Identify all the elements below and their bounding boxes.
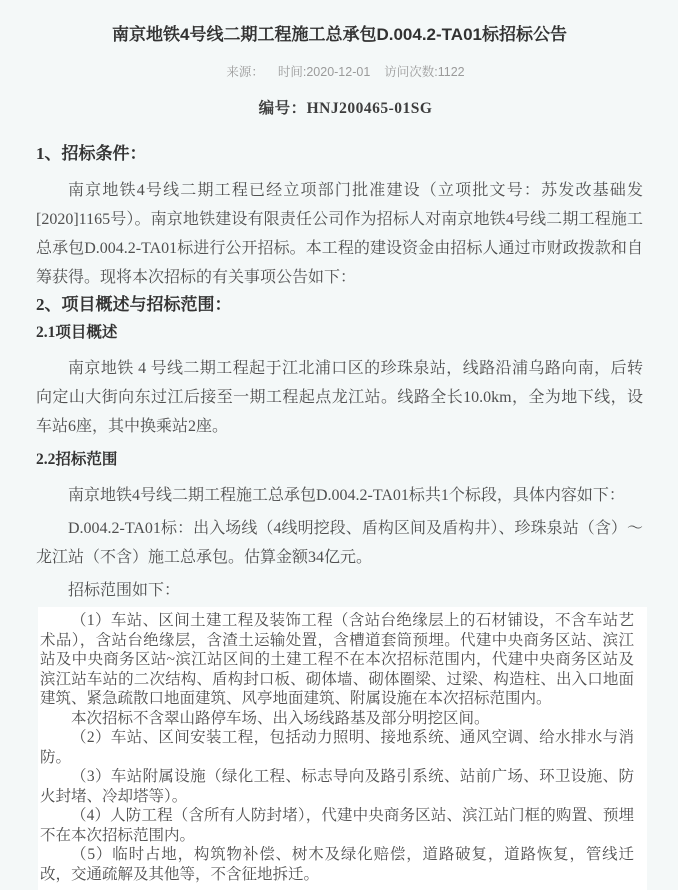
scope-item-2: （2）车站、区间安装工程，包括动力照明、接地系统、通风空调、给水排水与消防。	[40, 729, 634, 766]
scope-item-3: （3）车站附属设施（绿化工程、标志导向及路引系统、站前广场、环卫设施、防火封堵、冷却塔等）。	[40, 768, 634, 805]
scope-item-1: （1）车站、区间土建工程及装饰工程（含站台绝缘层上的石材铺设，不含车站艺术品），含站台绝缘层，含渣土运输处置，含槽道套筒预埋。代建中央商务区站、滨江站及中央商务区站~滨江站区间的土建工程不在本次招标范围内，代建中央商务区站及滨江站车站的二次结构、盾构封口板、砌体墙、砌体圈梁、过梁、构造柱、出入口地面建筑、紧急疏散口地面建筑、风亭地面建筑、附属设施在本次招标范围内。	[40, 612, 634, 707]
paragraph-tender-sections: 南京地铁4号线二期工程施工总承包D.004.2-TA01标共1个标段，具体内容如下：	[68, 487, 625, 504]
subsection-heading-project-overview: 2.1项目概述	[36, 324, 118, 341]
scope-item-4: （4）人防工程（含所有人防封堵），代建中央商务区站、滨江站门框的购置、预埋不在本次招标范围内。	[40, 807, 634, 844]
section-heading-project-overview-scope: 2、项目概述与招标范围：	[36, 295, 232, 314]
section-heading-tender-conditions: 1、招标条件：	[36, 144, 147, 163]
source-label: 来源：	[226, 65, 264, 79]
highlighted-scope-block	[38, 607, 647, 890]
meta-line	[36, 64, 655, 80]
scope-item-5: （5）临时占地，构筑物补偿、树木及绿化赔偿，道路破复，道路恢复，管线迁改，交通疏解及其他等，不含征地拆迁。	[40, 846, 634, 883]
scope-item-exclusion-note: 本次招标不含翠山路停车场、出入场线路基及部分明挖区间。	[71, 709, 490, 727]
document-number: 编号：HNJ200465-01SG	[258, 100, 433, 117]
paragraph-scope-intro: 招标范围如下：	[68, 582, 181, 599]
paragraph-tender-conditions: 南京地铁4号线二期工程已经立项部门批准建设（立项批文号：苏发改基础发[2020]1165号）。南京地铁建设有限责任公司作为招标人对南京地铁4号线二期工程施工总承包D.004.2-TA01标进行公开招标。本工程的建设资金由招标人通过市财政拨款和自筹获得。现将本次招标的有关事项公告如下：	[36, 182, 643, 286]
publish-time: 时间:2020-12-01	[277, 65, 371, 79]
page-title: 南京地铁4号线二期工程施工总承包D.004.2-TA01标招标公告	[112, 25, 567, 44]
paragraph-project-overview: 南京地铁 4 号线二期工程起于江北浦口区的珍珠泉站，线路沿浦乌路向南，后转向定山大街向东过江后接至一期工程起点龙江站。线路全长10.0km，全为地下线，设车站6座，其中换乘站2座。	[36, 360, 643, 435]
subsection-heading-tender-scope: 2.2招标范围	[36, 451, 118, 468]
visit-count: 访问次数:1122	[384, 65, 465, 79]
paragraph-bid-package-detail: D.004.2-TA01标：出入场线（4线明挖段、盾构区间及盾构井）、珍珠泉站（含）～龙江站（不含）施工总承包。估算金额34亿元。	[36, 520, 643, 566]
